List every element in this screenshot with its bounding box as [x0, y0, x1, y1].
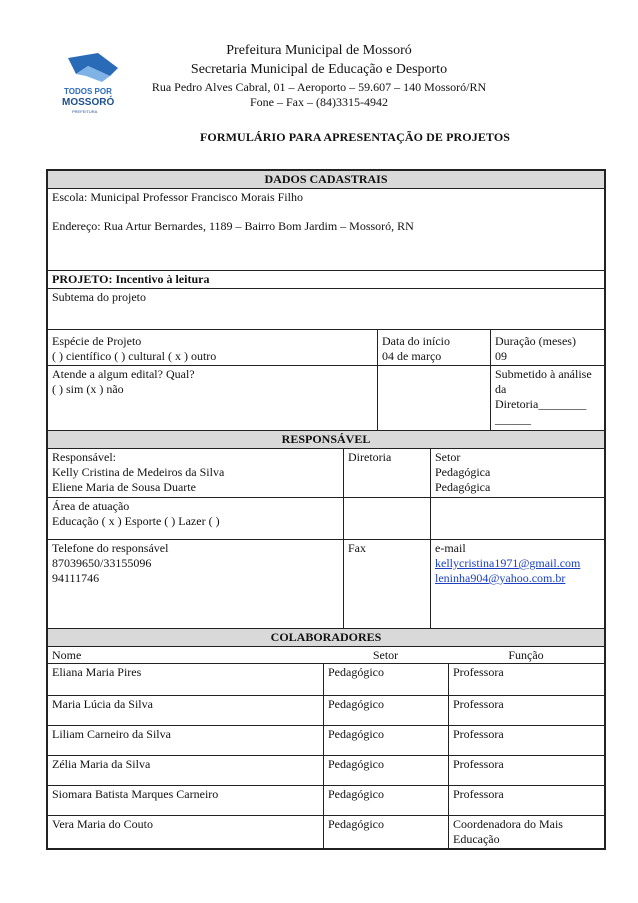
colaborador-nome: Zélia Maria da Silva: [52, 757, 151, 771]
project-row: [48, 271, 604, 289]
area-options: Educação ( x ) Esporte ( ) Lazer ( ): [52, 514, 220, 528]
subtema-row: [48, 289, 604, 330]
colaborador-funcao: Coordenadora do Mais Educação: [448, 816, 604, 848]
header-prefeitura: Prefeitura Municipal de Mossoró: [226, 43, 412, 58]
area-label: Área de atuação: [52, 499, 130, 513]
responsavel-label: Responsável:: [52, 450, 116, 464]
project-form: [46, 169, 606, 850]
responsavel-name-2: Eliene Maria de Sousa Duarte: [52, 480, 196, 494]
header-address: Rua Pedro Alves Cabral, 01 – Aeroporto – 59.607 – 140 Mossoró/RN: [151, 80, 487, 94]
school-address: Endereço: Rua Artur Bernardes, 1189 – Bairro Bom Jardim – Mossoró, RN: [52, 219, 414, 233]
column-header-nome: Nome: [52, 648, 82, 662]
contact-row: [48, 540, 604, 629]
colaborador-nome: Maria Lúcia da Silva: [52, 697, 153, 711]
setor-value-1: Pedagógica: [435, 465, 491, 479]
colaborador-nome: Liliam Carneiro da Silva: [52, 727, 171, 741]
area-empty-cell-2: [430, 498, 604, 539]
colaborador-funcao: Professora: [448, 756, 604, 785]
telefone-label: Telefone do responsável: [52, 541, 169, 555]
submetido-line3: Diretoria________: [495, 397, 587, 411]
colaborador-nome: Vera Maria do Couto: [52, 817, 153, 831]
subtema-label: Subtema do projeto: [52, 290, 146, 304]
logo-text-line2: MOSSORÓ: [62, 97, 115, 108]
data-inicio-label: Data do início: [382, 334, 450, 348]
colaborador-funcao: Professora: [448, 726, 604, 755]
email-link-1[interactable]: kellycristina1971@gmail.com: [435, 556, 581, 570]
column-header-setor: Setor: [372, 648, 399, 662]
colaborador-funcao: Professora: [448, 786, 604, 815]
table-row: [48, 816, 604, 848]
school-info-row: [48, 189, 604, 271]
school-name: Escola: Municipal Professor Francisco Morais Filho: [52, 190, 303, 204]
project-label: PROJETO:: [52, 272, 113, 286]
table-row: [48, 786, 604, 816]
edital-empty-cell: [377, 366, 490, 430]
logo-text-line3: PREFEITURA: [72, 109, 98, 114]
setor-label: Setor: [435, 450, 461, 464]
area-empty-cell-1: [343, 498, 430, 539]
header-phone: Fone – Fax – (84)3315-4942: [250, 95, 388, 109]
section-heading-responsavel: RESPONSÁVEL: [48, 431, 604, 449]
fax-label: Fax: [348, 541, 366, 555]
responsavel-row: [48, 449, 604, 498]
form-title: FORMULÁRIO PARA APRESENTAÇÃO DE PROJETOS: [200, 130, 511, 144]
duracao-label: Duração (meses): [495, 334, 576, 348]
especie-options: ( ) científico ( ) cultural ( x ) outro: [52, 349, 217, 363]
section-heading-dados-cadastrais: DADOS CADASTRAIS: [48, 171, 604, 189]
colaborador-funcao: Professora: [448, 664, 604, 695]
edital-row: [48, 366, 604, 431]
edital-options: ( ) sim (x ) não: [52, 382, 124, 396]
table-row: [48, 696, 604, 726]
email-link-2[interactable]: leninha904@yahoo.com.br: [435, 571, 566, 585]
column-header-funcao: Função: [508, 648, 544, 662]
telefone-value-1: 87039650/33155096: [52, 556, 152, 570]
area-row: [48, 498, 604, 540]
colaborador-setor: Pedagógico: [323, 816, 448, 848]
colaborador-setor: Pedagógico: [323, 726, 448, 755]
email-label: e-mail: [435, 541, 466, 555]
especie-row: [48, 330, 604, 366]
colaborador-setor: Pedagógico: [323, 696, 448, 725]
project-name: Incentivo à leitura: [115, 272, 210, 286]
duracao-value: 09: [495, 349, 507, 363]
colaboradores-header-row: [48, 647, 604, 664]
colaborador-setor: Pedagógico: [323, 756, 448, 785]
section-heading-colaboradores: COLABORADORES: [48, 629, 604, 647]
colaborador-nome: Eliana Maria Pires: [52, 665, 142, 679]
header-secretaria: Secretaria Municipal de Educação e Desporto: [190, 62, 448, 77]
setor-value-2: Pedagógica: [435, 480, 491, 494]
table-row: [48, 726, 604, 756]
submetido-line2: da: [495, 382, 507, 396]
table-row: [48, 756, 604, 786]
responsavel-name-1: Kelly Cristina de Medeiros da Silva: [52, 465, 225, 479]
colaborador-nome: Siomara Batista Marques Carneiro: [52, 787, 219, 801]
especie-label: Espécie de Projeto: [52, 334, 142, 348]
colaborador-setor: Pedagógico: [323, 786, 448, 815]
submetido-line4: ______: [495, 412, 531, 426]
table-row: [48, 664, 604, 696]
edital-label: Atende a algum edital? Qual?: [52, 367, 195, 381]
submetido-line1: Submetido à análise: [495, 367, 592, 381]
colaborador-setor: Pedagógico: [323, 664, 448, 695]
telefone-value-2: 94111746: [52, 571, 100, 585]
logo-text-line1: TODOS POR: [64, 87, 112, 96]
colaborador-funcao: Professora: [448, 696, 604, 725]
data-inicio-value: 04 de março: [382, 349, 442, 363]
diretoria-label: Diretoria: [348, 450, 392, 464]
